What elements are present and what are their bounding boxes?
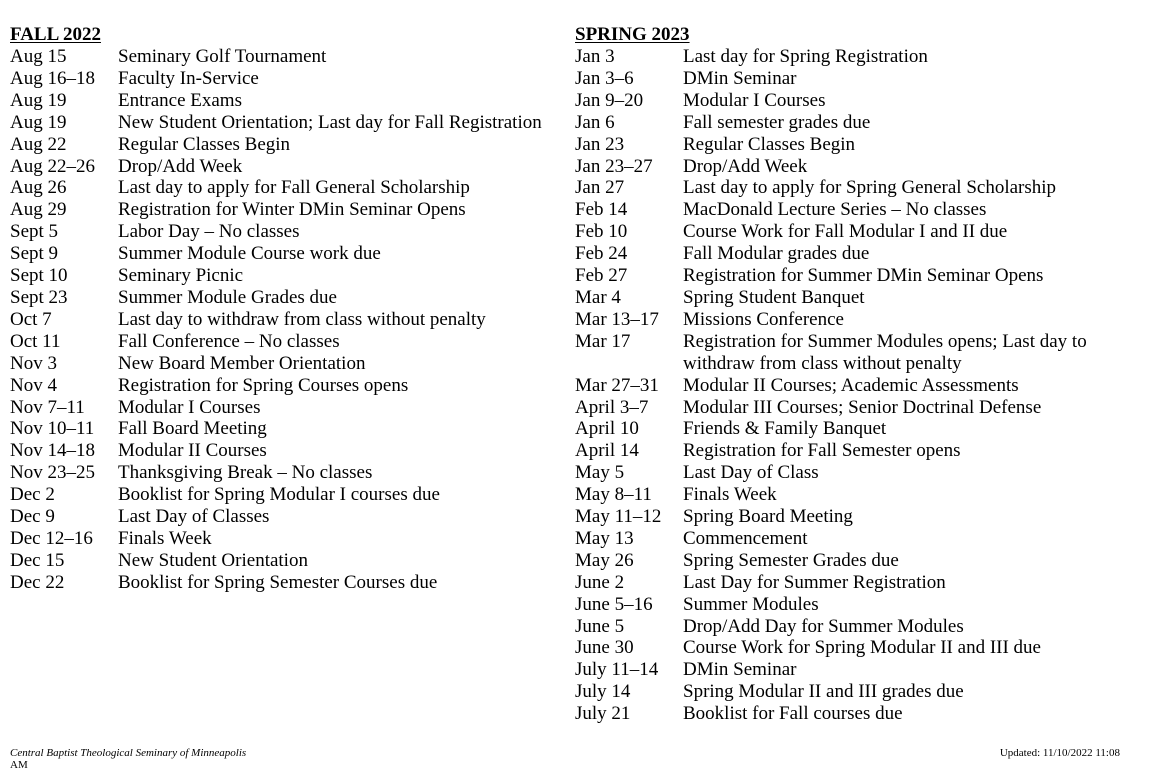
event-description: Drop/Add Day for Summer Modules — [683, 615, 964, 637]
event-description: Registration for Spring Courses opens — [118, 374, 409, 396]
calendar-row — [10, 506, 550, 528]
calendar-row — [575, 134, 1140, 156]
calendar-row — [575, 418, 1140, 440]
event-description: Last Day for Summer Registration — [683, 571, 946, 593]
event-description: Fall semester grades due — [683, 111, 871, 133]
calendar-row — [10, 418, 550, 440]
event-date: Jan 9–20 — [575, 89, 644, 111]
event-date: Aug 22 — [10, 133, 67, 155]
calendar-row — [10, 309, 550, 331]
event-date: Nov 7–11 — [10, 396, 85, 418]
event-date: Oct 7 — [10, 308, 52, 330]
calendar-row — [10, 134, 550, 156]
event-date: July 11–14 — [575, 659, 659, 681]
calendar-row — [575, 462, 1140, 484]
calendar-row — [575, 594, 1140, 616]
calendar-row — [575, 243, 1140, 265]
event-description: Summer Module Course work due — [118, 243, 381, 265]
calendar-row — [10, 331, 550, 353]
calendar-row — [10, 528, 550, 550]
calendar-row — [575, 287, 1140, 309]
event-description: Booklist for Fall courses due — [683, 703, 903, 725]
event-date: Jan 23 — [575, 133, 625, 155]
event-description: Spring Student Banquet — [683, 286, 865, 308]
event-date: Dec 9 — [10, 506, 55, 528]
event-date: June 2 — [575, 571, 625, 593]
event-date: Mar 27–31 — [575, 374, 659, 396]
event-description: Regular Classes Begin — [118, 133, 291, 155]
event-date: Jan 6 — [575, 111, 615, 133]
event-date: Nov 4 — [10, 374, 57, 396]
calendar-row — [10, 68, 550, 90]
event-date: Aug 22–26 — [10, 155, 95, 177]
event-date: Feb 27 — [575, 265, 628, 287]
event-date: April 10 — [575, 418, 639, 440]
event-description: Modular II Courses; Academic Assessments — [683, 374, 1019, 396]
event-description: Missions Conference — [683, 308, 844, 330]
calendar-row — [575, 221, 1140, 243]
event-date: Jan 27 — [575, 177, 625, 199]
event-date: May 26 — [575, 549, 634, 571]
event-description: MacDonald Lecture Series – No classes — [683, 199, 987, 221]
calendar-row — [575, 112, 1140, 134]
event-description: New Student Orientation; Last day for Fall Registration — [118, 111, 542, 133]
event-date: Aug 26 — [10, 177, 67, 199]
calendar-row — [575, 68, 1140, 90]
event-date: Sept 9 — [10, 243, 59, 265]
event-date: Oct 11 — [10, 330, 61, 352]
event-description: Friends & Family Banquet — [683, 418, 887, 440]
event-description: Faculty In-Service — [118, 67, 259, 89]
calendar-row — [575, 309, 1140, 331]
event-date: Aug 19 — [10, 111, 67, 133]
event-date: May 8–11 — [575, 484, 652, 506]
fall-events-list — [10, 46, 550, 594]
event-date: Mar 17 — [575, 330, 631, 352]
calendar-row — [10, 177, 550, 199]
event-description: Modular III Courses; Senior Doctrinal Defense — [683, 396, 1042, 418]
event-description: Finals Week — [118, 527, 212, 549]
event-description: DMin Seminar — [683, 659, 797, 681]
event-description: Registration for Summer DMin Seminar Opens — [683, 265, 1044, 287]
calendar-row — [575, 681, 1140, 703]
calendar-row — [575, 550, 1140, 572]
event-description: Seminary Picnic — [118, 265, 244, 287]
event-description: DMin Seminar — [683, 67, 797, 89]
calendar-row — [575, 90, 1140, 112]
event-date: June 5 — [575, 615, 625, 637]
event-description: New Student Orientation — [118, 549, 308, 571]
calendar-row — [10, 550, 550, 572]
spring-events-list — [575, 46, 1140, 725]
event-date: Dec 15 — [10, 549, 65, 571]
event-description: Regular Classes Begin — [683, 133, 856, 155]
event-date: April 3–7 — [575, 396, 649, 418]
fall-semester-title: FALL 2022 — [10, 24, 101, 45]
event-date: Feb 14 — [575, 199, 628, 221]
event-description: Summer Module Grades due — [118, 286, 337, 308]
calendar-row — [575, 199, 1140, 221]
updated-time-suffix: AM — [10, 759, 28, 771]
event-date: Aug 15 — [10, 46, 67, 67]
event-description: Spring Modular II and III grades due — [683, 681, 964, 703]
event-date: Sept 5 — [10, 221, 59, 243]
event-date: Nov 3 — [10, 352, 57, 374]
calendar-row — [575, 703, 1140, 725]
event-date: June 5–16 — [575, 593, 653, 615]
event-description: Labor Day – No classes — [118, 221, 300, 243]
event-description: Last day to apply for Spring General Scholarship — [683, 177, 1057, 199]
event-description: Course Work for Spring Modular II and III due — [683, 637, 1041, 659]
event-description: New Board Member Orientation — [118, 352, 366, 374]
event-description: Registration for Summer Modules opens; Last day to withdraw from class without penalty — [683, 330, 1087, 374]
event-description: Course Work for Fall Modular I and II due — [683, 221, 1008, 243]
calendar-row — [10, 462, 550, 484]
event-date: Jan 3 — [575, 46, 615, 67]
event-date: Feb 10 — [575, 221, 628, 243]
event-description: Fall Conference – No classes — [118, 330, 340, 352]
spring-semester-title: SPRING 2023 — [575, 24, 690, 45]
calendar-row — [575, 331, 1140, 375]
event-description: Last day to apply for Fall General Scholarship — [118, 177, 470, 199]
spring-semester-column — [575, 24, 1140, 725]
calendar-row — [575, 637, 1140, 659]
event-description: Fall Board Meeting — [118, 418, 267, 440]
event-description: Modular II Courses — [118, 440, 267, 462]
event-date: Nov 10–11 — [10, 418, 95, 440]
event-date: Sept 10 — [10, 265, 68, 287]
event-description: Entrance Exams — [118, 89, 242, 111]
event-description: Spring Semester Grades due — [683, 549, 899, 571]
event-description: Registration for Winter DMin Seminar Opens — [118, 199, 466, 221]
event-description: Modular I Courses — [118, 396, 261, 418]
event-description: Drop/Add Week — [118, 155, 243, 177]
calendar-row — [10, 46, 550, 68]
event-date: Dec 2 — [10, 484, 55, 506]
event-date: July 21 — [575, 703, 631, 725]
calendar-row — [575, 528, 1140, 550]
event-date: Feb 24 — [575, 243, 628, 265]
event-date: Nov 14–18 — [10, 440, 95, 462]
event-description: Booklist for Spring Semester Courses due — [118, 571, 438, 593]
institution-name: Central Baptist Theological Seminary of Minneapolis — [10, 747, 247, 759]
event-date: Aug 16–18 — [10, 67, 95, 89]
footer-updated: Updated: 11/10/2022 11:08 — [999, 747, 1120, 759]
event-description: Seminary Golf Tournament — [118, 46, 327, 67]
event-description: Registration for Fall Semester opens — [683, 440, 961, 462]
calendar-row — [10, 353, 550, 375]
calendar-row — [575, 616, 1140, 638]
event-description: Spring Board Meeting — [683, 506, 853, 528]
event-description: Booklist for Spring Modular I courses due — [118, 484, 440, 506]
event-description: Commencement — [683, 527, 808, 549]
event-date: Mar 13–17 — [575, 308, 659, 330]
event-date: June 30 — [575, 637, 634, 659]
event-date: Jan 3–6 — [575, 67, 634, 89]
event-date: Aug 29 — [10, 199, 67, 221]
event-date: Dec 22 — [10, 571, 65, 593]
fall-semester-column — [10, 24, 550, 594]
event-date: Aug 19 — [10, 89, 67, 111]
calendar-row — [10, 287, 550, 309]
event-description: Thanksgiving Break – No classes — [118, 462, 373, 484]
event-date: Mar 4 — [575, 286, 621, 308]
calendar-row — [10, 484, 550, 506]
event-description: Finals Week — [683, 484, 777, 506]
event-date: Dec 12–16 — [10, 527, 93, 549]
event-description: Drop/Add Week — [683, 155, 808, 177]
calendar-row — [10, 199, 550, 221]
event-date: Sept 23 — [10, 286, 68, 308]
calendar-row — [10, 572, 550, 594]
calendar-row — [575, 440, 1140, 462]
event-description: Last day to withdraw from class without penalty — [118, 308, 486, 330]
calendar-row — [575, 156, 1140, 178]
event-date: Jan 23–27 — [575, 155, 653, 177]
calendar-row — [10, 397, 550, 419]
calendar-row — [575, 397, 1140, 419]
calendar-row — [575, 177, 1140, 199]
calendar-row — [10, 375, 550, 397]
calendar-row — [10, 156, 550, 178]
footer-institution — [10, 747, 300, 771]
event-date: May 11–12 — [575, 506, 662, 528]
calendar-row — [10, 90, 550, 112]
event-description: Last Day of Class — [683, 462, 819, 484]
calendar-row — [10, 265, 550, 287]
event-date: May 13 — [575, 527, 634, 549]
calendar-row — [10, 440, 550, 462]
event-description: Fall Modular grades due — [683, 243, 870, 265]
calendar-row — [10, 112, 550, 134]
event-date: July 14 — [575, 681, 631, 703]
event-description: Summer Modules — [683, 593, 819, 615]
event-description: Last Day of Classes — [118, 506, 270, 528]
calendar-row — [575, 506, 1140, 528]
calendar-row — [575, 484, 1140, 506]
event-description: Modular I Courses — [683, 89, 826, 111]
event-description: Last day for Spring Registration — [683, 46, 928, 67]
event-date: May 5 — [575, 462, 625, 484]
calendar-row — [575, 572, 1140, 594]
calendar-row — [10, 221, 550, 243]
calendar-row — [575, 375, 1140, 397]
event-date: April 14 — [575, 440, 639, 462]
calendar-row — [575, 46, 1140, 68]
calendar-row — [575, 265, 1140, 287]
event-date: Nov 23–25 — [10, 462, 95, 484]
calendar-row — [10, 243, 550, 265]
calendar-row — [575, 659, 1140, 681]
